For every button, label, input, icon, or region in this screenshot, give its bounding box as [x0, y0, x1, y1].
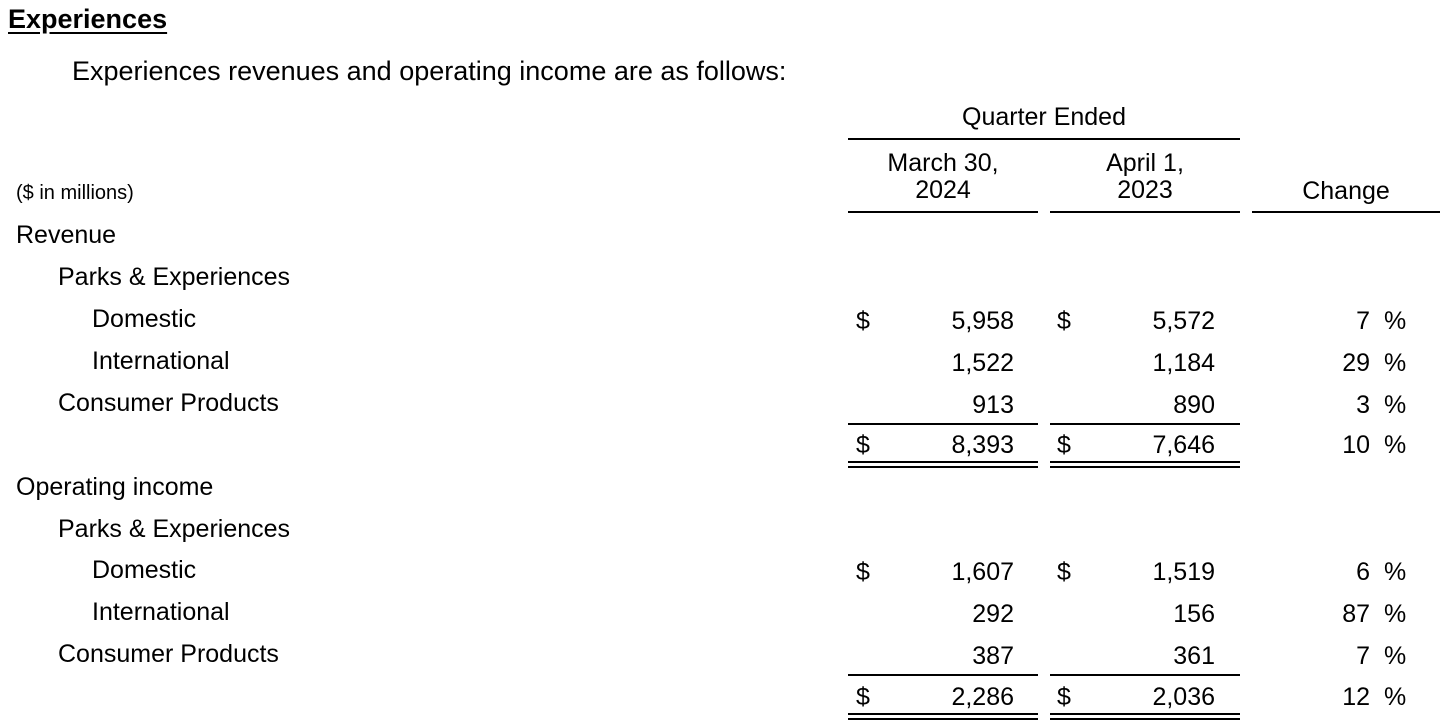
currency-symbol: $ — [1057, 431, 1071, 459]
section-title: Experiences — [8, 4, 168, 34]
operating-income-domestic-label: Domestic — [92, 556, 197, 584]
revenue-international-label: International — [92, 347, 230, 375]
revenue-consumer-products-change: 3 — [1356, 391, 1370, 419]
col-2024-header-line2: 2024 — [915, 176, 971, 204]
operating-income-consumer-products-change: 7 — [1356, 642, 1370, 670]
currency-symbol: $ — [856, 558, 870, 586]
col-2023-header-line2: 2023 — [1117, 176, 1173, 204]
revenue-consumer-products-2024: 913 — [972, 391, 1014, 419]
operating-income-total-double-rule — [848, 718, 1038, 720]
operating-income-subtotal-rule — [848, 674, 1038, 676]
change-header: Change — [1302, 177, 1390, 205]
revenue-total-double-rule — [1050, 461, 1240, 463]
revenue-total-change: 10 — [1342, 431, 1370, 459]
revenue-total-double-rule — [848, 461, 1038, 463]
operating-income-total-double-rule — [1050, 718, 1240, 720]
percent-symbol: % — [1384, 307, 1407, 335]
operating-income-total-2023: 2,036 — [1152, 683, 1215, 711]
col-2023-header-underline — [1050, 211, 1240, 213]
col-2023-header-line1: April 1, — [1106, 149, 1184, 177]
revenue-subtotal-rule — [1050, 423, 1240, 425]
currency-symbol: $ — [1057, 558, 1071, 586]
operating-income-parks-label: Parks & Experiences — [58, 515, 291, 543]
percent-symbol: % — [1384, 558, 1407, 586]
currency-symbol: $ — [856, 431, 870, 459]
revenue-domestic-2024: 5,958 — [951, 307, 1014, 335]
revenue-consumer-products-2023: 890 — [1173, 391, 1215, 419]
operating-income-heading: Operating income — [16, 473, 214, 501]
percent-symbol: % — [1384, 431, 1407, 459]
period-group-header: Quarter Ended — [962, 103, 1126, 131]
revenue-international-2023: 1,184 — [1152, 349, 1215, 377]
operating-income-total-2024: 2,286 — [951, 683, 1014, 711]
operating-income-total-double-rule — [1050, 713, 1240, 715]
operating-income-consumer-products-2024: 387 — [972, 642, 1014, 670]
currency-symbol: $ — [856, 307, 870, 335]
currency-symbol: $ — [1057, 683, 1071, 711]
operating-income-consumer-products-2023: 361 — [1173, 642, 1215, 670]
revenue-subtotal-rule — [848, 423, 1038, 425]
col-2024-header-underline — [848, 211, 1038, 213]
operating-income-subtotal-rule — [1050, 674, 1240, 676]
percent-symbol: % — [1384, 642, 1407, 670]
percent-symbol: % — [1384, 391, 1407, 419]
revenue-domestic-label: Domestic — [92, 305, 197, 333]
revenue-parks-label: Parks & Experiences — [58, 263, 291, 291]
operating-income-international-change: 87 — [1342, 600, 1370, 628]
percent-symbol: % — [1384, 683, 1407, 711]
revenue-international-2024: 1,522 — [951, 349, 1014, 377]
col-2024-header-line1: March 30, — [887, 149, 999, 177]
change-header-underline — [1252, 211, 1440, 213]
operating-income-consumer-products-label: Consumer Products — [58, 640, 279, 668]
operating-income-total-double-rule — [848, 713, 1038, 715]
revenue-total-double-rule — [1050, 466, 1240, 468]
revenue-domestic-change: 7 — [1356, 307, 1370, 335]
operating-income-international-2023: 156 — [1173, 600, 1215, 628]
intro-text: Experiences revenues and operating income are as follows: — [72, 56, 787, 86]
revenue-total-2024: 8,393 — [951, 431, 1014, 459]
currency-symbol: $ — [1057, 307, 1071, 335]
percent-symbol: % — [1384, 349, 1407, 377]
revenue-heading: Revenue — [16, 221, 117, 249]
operating-income-international-2024: 292 — [972, 600, 1014, 628]
percent-symbol: % — [1384, 600, 1407, 628]
operating-income-international-label: International — [92, 598, 230, 626]
revenue-consumer-products-label: Consumer Products — [58, 389, 279, 417]
operating-income-domestic-2023: 1,519 — [1152, 558, 1215, 586]
revenue-domestic-2023: 5,572 — [1152, 307, 1215, 335]
operating-income-domestic-change: 6 — [1356, 558, 1370, 586]
operating-income-total-change: 12 — [1342, 683, 1370, 711]
units-label: ($ in millions) — [16, 182, 134, 204]
revenue-international-change: 29 — [1342, 349, 1370, 377]
currency-symbol: $ — [856, 683, 870, 711]
revenue-total-double-rule — [848, 466, 1038, 468]
revenue-total-2023: 7,646 — [1152, 431, 1215, 459]
header-rule — [848, 138, 1240, 140]
operating-income-domestic-2024: 1,607 — [951, 558, 1014, 586]
